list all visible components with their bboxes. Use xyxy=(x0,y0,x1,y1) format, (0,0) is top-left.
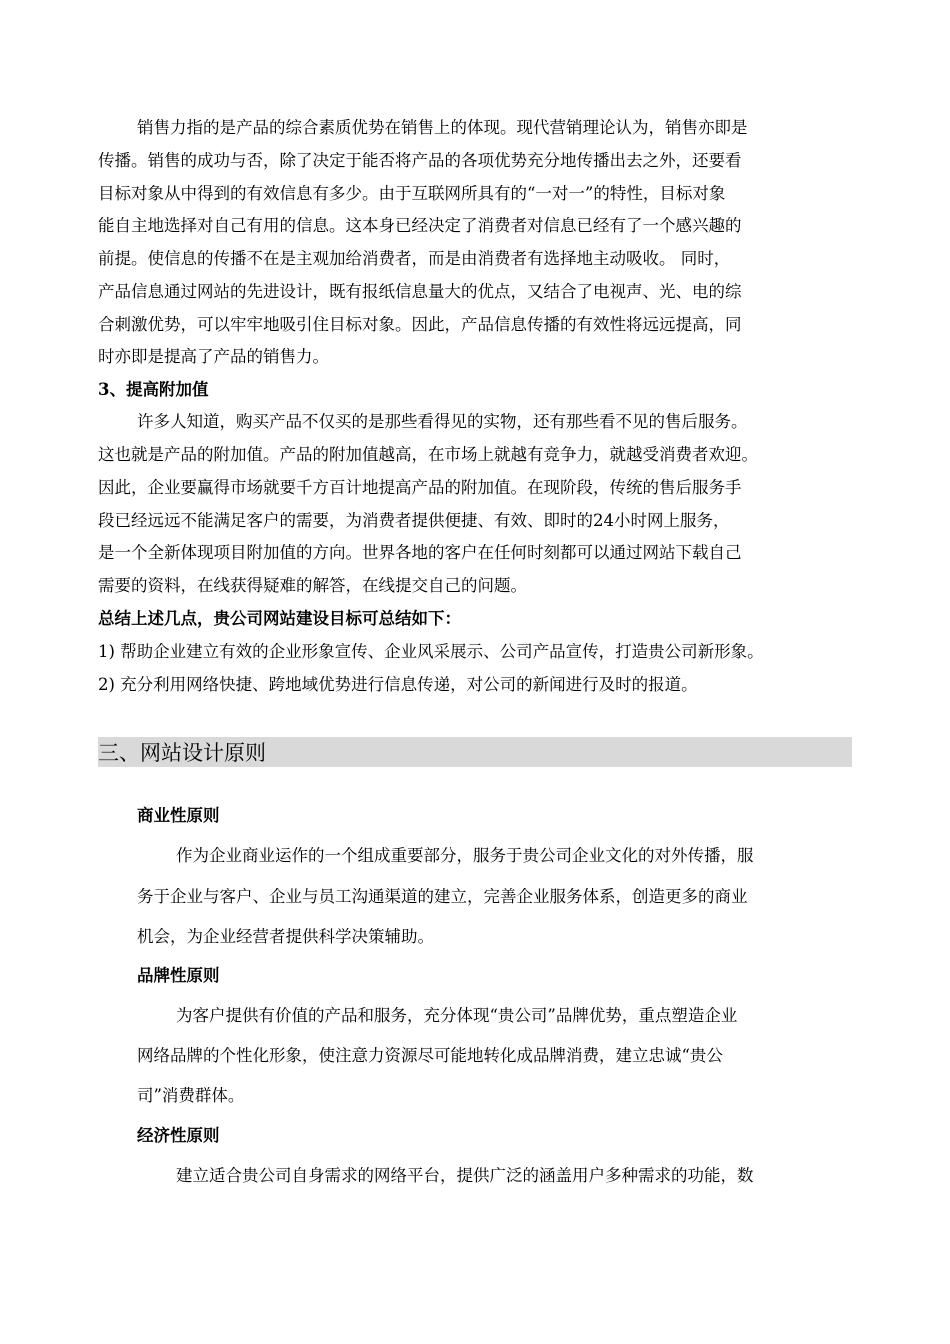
principle-title: 经济性原则 xyxy=(137,1126,220,1145)
paragraph-line: 合刺激优势，可以牢牢地吸引住目标对象。因此，产品信息传播的有效性将远远提高，同 xyxy=(98,315,742,334)
principle-line: 机会，为企业经营者提供科学决策辅助。 xyxy=(137,927,434,946)
paragraph-line: 许多人知道，购买产品不仅买的是那些看得见的实物，还有那些看不见的售后服务。 xyxy=(137,412,748,431)
paragraph-line: 前提。使信息的传播不在是主观加给消费者，而是由消费者有选择地主动吸收。 同时， xyxy=(98,249,731,268)
paragraph-line: 这也就是产品的附加值。产品的附加值越高，在市场上就越有竞争力，就越受消费者欢迎。 xyxy=(98,445,758,464)
paragraph-line: 是一个全新体现项目附加值的方向。世界各地的客户在任何时刻都可以通过网站下载自己 xyxy=(98,543,742,562)
paragraph-line: 传播。销售的成功与否，除了决定于能否将产品的各项优势充分地传播出去之外，还要看 xyxy=(98,151,742,170)
subheading-3: 3、提高附加值 xyxy=(98,380,209,399)
paragraph-line: 因此，企业要赢得市场就要千方百计地提高产品的附加值。在现阶段，传统的售后服务手 xyxy=(98,478,742,497)
paragraph-line: 段已经远远不能满足客户的需要，为消费者提供便捷、有效、即时的24小时网上服务， xyxy=(98,511,730,530)
paragraph-line: 目标对象从中得到的有效信息有多少。由于互联网所具有的“一对一”的特性，目标对象 xyxy=(98,184,726,203)
summary-item: 1) 帮助企业建立有效的企业形象宣传、企业风采展示、公司产品宣传，打造贵公司新形象。 xyxy=(98,642,764,661)
principle-line: 建立适合贵公司自身需求的网络平台，提供广泛的涵盖用户多种需求的功能，数 xyxy=(176,1166,754,1185)
section-title: 三、网站设计原则 xyxy=(98,741,266,765)
paragraph-line: 时亦即是提高了产品的销售力。 xyxy=(98,347,329,366)
principle-line: 网络品牌的个性化形象，使注意力资源尽可能地转化成品牌消费，建立忠诚“贵公 xyxy=(137,1046,723,1065)
principle-title: 品牌性原则 xyxy=(137,966,220,985)
paragraph-line: 需要的资料，在线获得疑难的解答，在线提交自己的问题。 xyxy=(98,576,527,595)
principle-line: 务于企业与客户、企业与员工沟通渠道的建立，完善企业服务体系，创造更多的商业 xyxy=(137,887,748,906)
paragraph-line: 产品信息通过网站的先进设计，既有报纸信息量大的优点，又结合了电视声、光、电的综 xyxy=(98,282,742,301)
summary-item: 2) 充分利用网络快捷、跨地域优势进行信息传递，对公司的新闻进行及时的报道。 xyxy=(98,675,698,694)
paragraph-line: 销售力指的是产品的综合素质优势在销售上的体现。现代营销理论认为，销售亦即是 xyxy=(137,118,748,137)
summary-heading: 总结上述几点，贵公司网站建设目标可总结如下： xyxy=(98,609,461,628)
principle-line: 为客户提供有价值的产品和服务，充分体现“贵公司”品牌优势，重点塑造企业 xyxy=(176,1006,738,1025)
principle-line: 作为企业商业运作的一个组成重要部分，服务于贵公司企业文化的对外传播，服 xyxy=(176,846,754,865)
principle-title: 商业性原则 xyxy=(137,806,220,825)
paragraph-line: 能自主地选择对自己有用的信息。这本身已经决定了消费者对信息已经有了一个感兴趣的 xyxy=(98,216,742,235)
principle-line: 司”消费群体。 xyxy=(137,1086,245,1105)
